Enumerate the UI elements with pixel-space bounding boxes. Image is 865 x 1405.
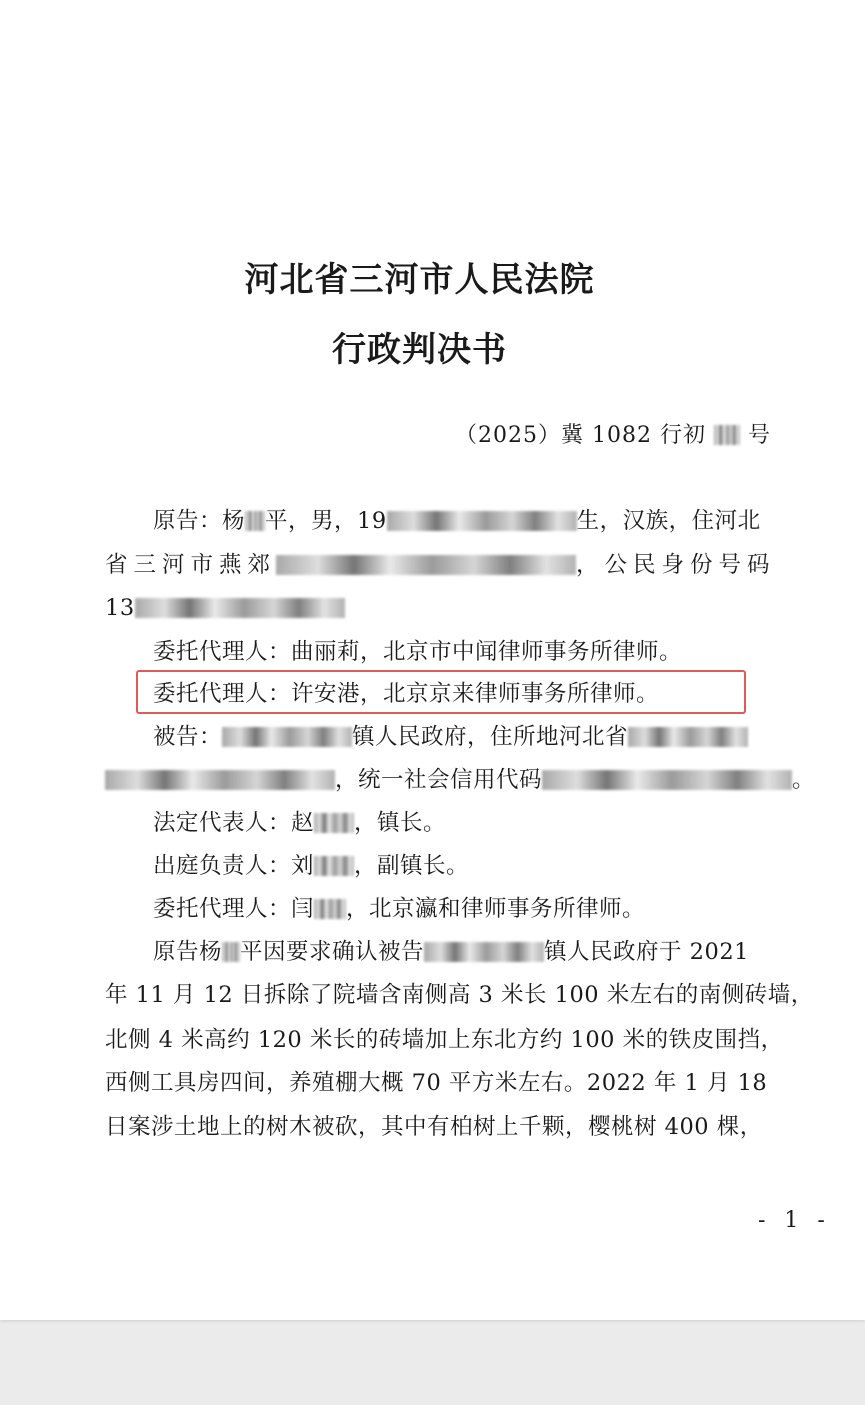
defendant-address-line: ，统一社会信用代码 。 xyxy=(105,765,810,795)
document-type-title: 行政判决书 xyxy=(332,330,507,370)
court-responsible-line: 出庭负责人：刘 ，副镇长。 xyxy=(153,853,470,879)
agent-line-3: 委托代理人：闫 ，北京瀛和律师事务所律师。 xyxy=(153,896,646,922)
claim-line-5: 日案涉土地上的树木被砍，其中有柏树上千颗，樱桃树 400 棵， xyxy=(105,1114,763,1140)
redacted-block xyxy=(222,942,240,962)
redacted-block xyxy=(314,899,346,919)
claim-line-1: 原告杨 平因要求确认被告 镇人民政府于 2021 xyxy=(153,939,749,965)
redacted-block xyxy=(245,511,265,531)
legal-representative-line: 法定代表人：赵 ，镇长。 xyxy=(153,810,447,836)
plaintiff-line: 原告：杨 平，男，19 生，汉族，住河北 xyxy=(153,508,761,534)
page-number: - 1 - xyxy=(758,1208,831,1233)
claim-line-3: 北侧 4 米高约 120 米长的砖墙加上东北方约 100 米的铁皮围挡， xyxy=(105,1027,784,1053)
agent-line-2: 委托代理人：许安港，北京京来律师事务所律师。 xyxy=(153,681,660,707)
redacted-block xyxy=(314,813,354,833)
court-name: 河北省三河市人民法院 xyxy=(244,260,595,300)
redacted-block xyxy=(276,555,576,575)
redacted-block xyxy=(424,942,544,962)
redacted-block xyxy=(542,770,792,790)
redacted-block xyxy=(628,727,748,747)
highlight-box xyxy=(136,670,746,714)
plaintiff-id-line: 13 xyxy=(105,593,810,623)
claim-line-4: 西侧工具房四间，养殖棚大概 70 平方米左右。2022 年 1 月 18 xyxy=(105,1070,768,1096)
claim-line-2: 年 11 月 12 日拆除了院墙含南侧高 3 米长 100 米左右的南侧砖墙， xyxy=(105,982,814,1008)
case-number: （2025）冀 1082 行初 号 xyxy=(455,423,771,448)
redacted-block xyxy=(222,727,352,747)
plaintiff-address-line: 省三河市燕郊 ，公民身份号码 xyxy=(105,552,776,578)
redacted-block xyxy=(135,598,345,618)
redacted-block xyxy=(105,770,335,790)
redacted-block xyxy=(387,511,577,531)
agent-line-1: 委托代理人：曲丽莉，北京市中闻律师事务所律师。 xyxy=(153,639,683,665)
redacted-block xyxy=(714,425,740,445)
redacted-block xyxy=(314,856,354,876)
defendant-line: 被告： 镇人民政府，住所地河北省 xyxy=(153,722,810,752)
